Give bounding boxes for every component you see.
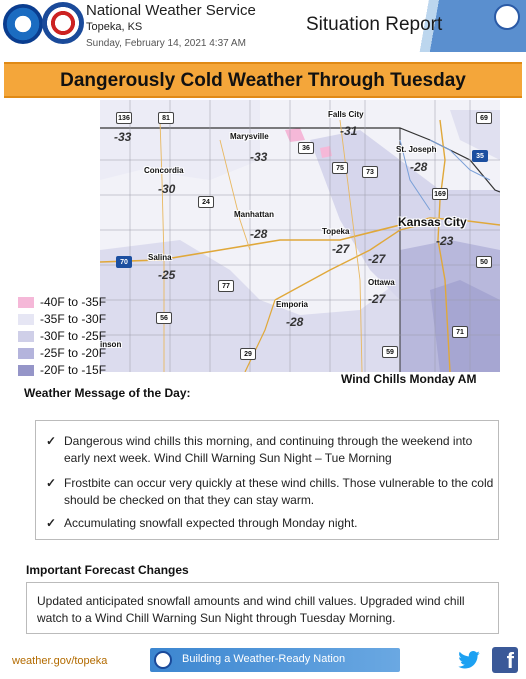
highway-shield: 73 [362,166,378,178]
doc-seal-logo [494,4,520,30]
message-text: Accumulating snowfall expected through Monday night. [64,516,358,530]
city-topeka: Topeka [322,227,350,236]
message-box [35,420,499,540]
interstate-shield: 70 [116,256,132,268]
legend-swatch [18,297,34,308]
temp-east-topeka: -27 [368,252,386,266]
highway-shield: 56 [156,312,172,324]
message-item [46,475,494,509]
weather-ready-banner [150,648,400,672]
city-salina: Salina [148,253,172,262]
changes-box [26,582,499,634]
highway-shield: 136 [116,112,132,124]
city-st-joseph: St. Joseph [396,145,437,154]
message-item [46,433,494,467]
nws-logo [42,2,84,44]
message-text: Frostbite can occur very quickly at these wind chills. Those vulnerable to the cold should be checked on that they can stay warm. [64,476,494,507]
org-name: National Weather Service [86,2,256,19]
highway-shield: 69 [476,112,492,124]
message-title: Weather Message of the Day: [24,386,191,400]
highway-shield: 59 [382,346,398,358]
changes-text: Updated anticipated snowfall amounts and wind chill values. Upgraded wind chill watch to a Wind Chill Warning Sun Night through Tuesday Morning. [37,594,465,625]
check-icon: ✓ [46,516,57,530]
temp-st-joseph: -28 [410,160,428,174]
legend-label: -25F to -20F [40,346,107,360]
temp-manhattan: -28 [250,227,268,241]
city-ottawa: Ottawa [368,278,395,287]
headline-banner [4,62,522,98]
wind-chill-map [100,100,500,372]
legend-label: -40F to -35F [40,295,107,309]
legend-label: -35F to -30F [40,312,107,326]
legend-swatch [18,331,34,342]
noaa-logo [3,4,43,44]
highway-shield: 71 [452,326,468,338]
highway-shield: 36 [298,142,314,154]
message-item [46,515,494,533]
website-link[interactable]: weather.gov/topeka [12,655,108,667]
legend-swatch [18,314,34,325]
weather-ready-text: Building a Weather-Ready Nation [182,653,346,665]
twitter-icon[interactable] [458,651,480,669]
city-kansas-city: Kansas City [398,215,467,229]
legend-label: -20F to -15F [40,363,107,377]
legend-swatch [18,365,34,376]
temp-ottawa: -27 [368,292,386,306]
legend-swatch [18,348,34,359]
report-title: Situation Report [306,14,443,35]
highway-shield: 29 [240,348,256,360]
header [0,0,526,58]
temp-falls-city: -31 [340,124,358,138]
highway-shield: 77 [218,280,234,292]
temp-salina: -25 [158,268,176,282]
map-caption: Wind Chills Monday AM [341,372,477,386]
report-datetime: Sunday, February 14, 2021 4:37 AM [86,38,246,49]
highway-shield: 50 [476,256,492,268]
temp-concordia: -30 [158,182,176,196]
city-falls-city: Falls City [328,110,364,119]
changes-title: Important Forecast Changes [26,563,189,577]
check-icon: ✓ [46,476,57,490]
office-location: Topeka, KS [86,21,143,33]
city-marysville: Marysville [230,132,269,141]
headline-text: Dangerously Cold Weather Through Tuesday [60,70,466,91]
highway-shield: 81 [158,112,174,124]
city-partial-label: inson [100,340,122,349]
interstate-shield: 35 [472,150,488,162]
facebook-icon[interactable]: f [492,647,518,673]
highway-shield: 24 [198,196,214,208]
message-text: Dangerous wind chills this morning, and continuing through the weekend into early next week. Wind Chill Warning Sun Night – Tue Morning [64,434,473,465]
temp-northwest: -33 [114,130,132,144]
weather-ready-logo [154,651,172,669]
highway-shield: 75 [332,162,348,174]
highway-shield: 169 [432,188,448,200]
temp-kansas-city: -23 [436,234,454,248]
city-concordia: Concordia [144,166,184,175]
temp-topeka: -27 [332,242,350,256]
city-manhattan: Manhattan [234,210,274,219]
city-emporia: Emporia [276,300,309,309]
check-icon: ✓ [46,434,57,448]
temp-emporia: -28 [286,315,304,329]
legend-label: -30F to -25F [40,329,107,343]
temp-marysville: -33 [250,150,268,164]
